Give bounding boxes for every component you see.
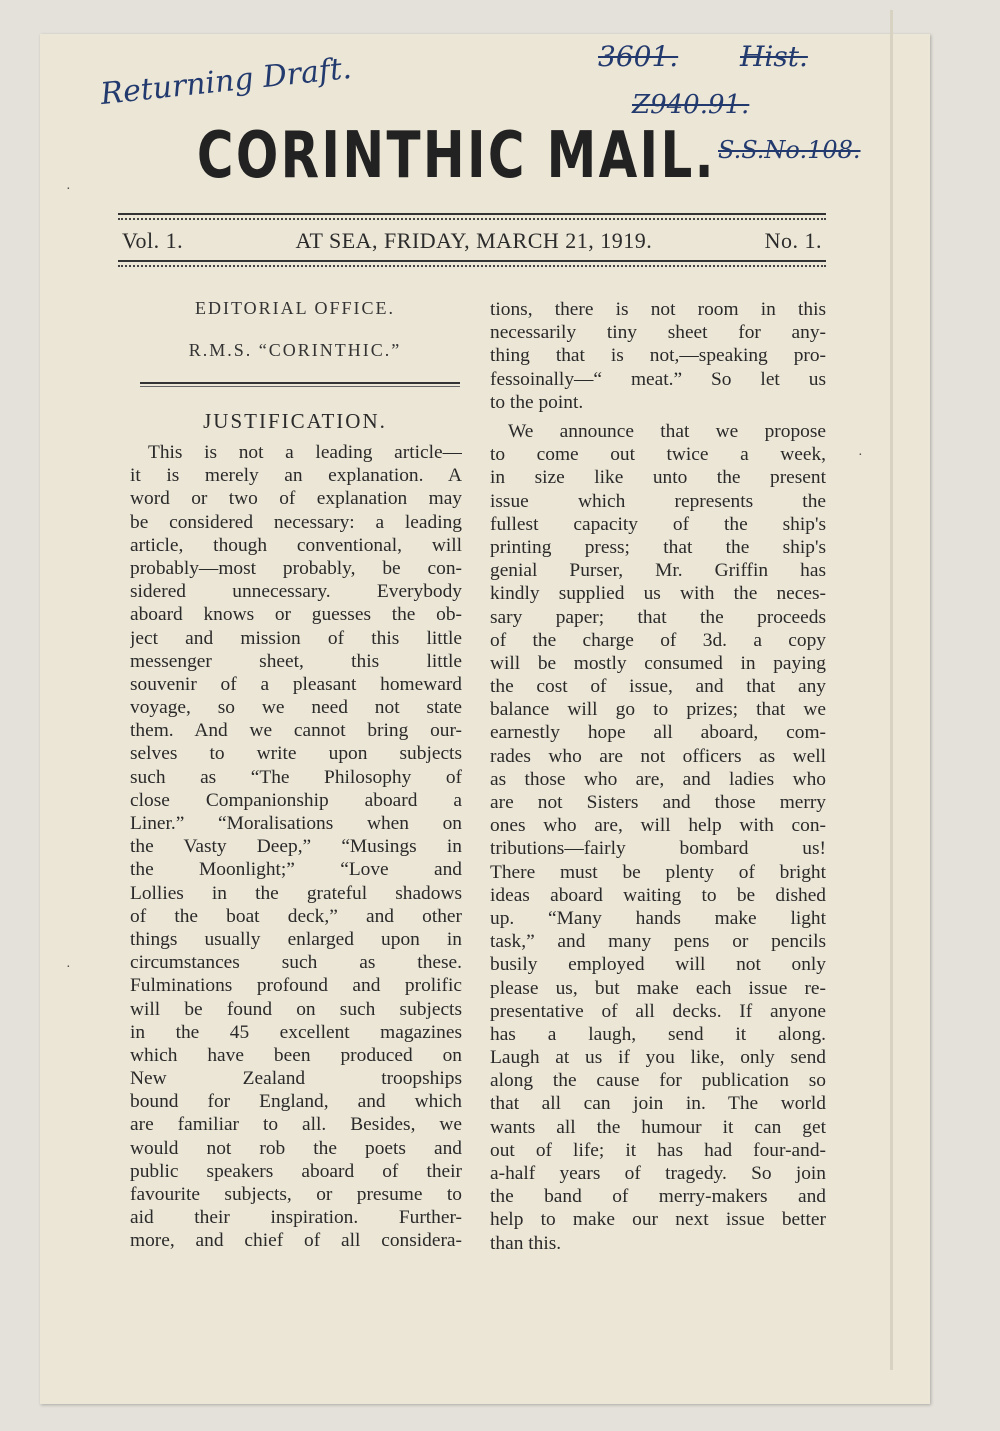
text-line: public speakers aboard of their: [130, 1160, 462, 1182]
text-line: wants all the humour it can get: [490, 1116, 826, 1138]
text-line: in size like unto the present: [490, 467, 826, 489]
text-line: kindly supplied us with the neces-: [490, 583, 826, 605]
text-line: the Vasty Deep,” “Musings in: [130, 836, 462, 858]
text-line: bound for England, and which: [130, 1091, 462, 1113]
text-line: out of life; it has had four-and-: [490, 1139, 826, 1161]
text-line: necessarily tiny sheet for any-: [490, 322, 826, 344]
text-line: more, and chief of all considera-: [130, 1230, 462, 1252]
date-label: AT SEA, FRIDAY, MARCH 21, 1919.: [295, 228, 653, 253]
text-line: There must be plenty of bright: [490, 861, 826, 883]
text-line: thing that is not,—speaking pro-: [490, 345, 826, 367]
masthead-title: CORINTHIC MAIL.: [196, 119, 716, 193]
text-line: that all can join in. The world: [490, 1093, 826, 1115]
text-line: souvenir of a pleasant homeward: [130, 673, 462, 695]
text-line: of the charge of 3d. a copy: [490, 629, 826, 651]
text-line: will be mostly consumed in paying: [490, 652, 826, 674]
text-line: New Zealand troopships: [130, 1068, 462, 1090]
text-line: things usually enlarged upon in: [130, 928, 462, 950]
text-line: the Moonlight;” “Love and: [130, 859, 462, 881]
article-column-2: [490, 420, 826, 1255]
text-line: please us, but make each issue re-: [490, 977, 826, 999]
text-line: messenger sheet, this little: [130, 650, 462, 672]
text-line: selves to write upon subjects: [130, 743, 462, 765]
margin-mark: ·: [858, 448, 863, 463]
text-line: aboard knows or guesses the ob-: [130, 604, 462, 626]
text-line: tributions—fairly bombard us!: [490, 838, 826, 860]
text-line: fullest capacity of the ship's: [490, 513, 826, 535]
text-line: close Companionship aboard a: [130, 789, 462, 811]
text-line: which have been produced on: [130, 1044, 462, 1066]
text-line: Laugh at us if you like, only send: [490, 1047, 826, 1069]
article-column-2-top: [490, 298, 826, 414]
text-line: sary paper; that the proceeds: [490, 606, 826, 628]
text-line: sidered unnecessary. Everybody: [130, 581, 462, 603]
handwritten-reference: Z940.91.: [632, 90, 750, 120]
article-column-1: [130, 441, 462, 1253]
text-line: to the point.: [490, 391, 584, 413]
column-rule: [140, 382, 460, 387]
text-line: help to make our next issue better: [490, 1209, 826, 1231]
text-line: the band of merry-makers and: [490, 1186, 826, 1208]
text-line: This is not a leading article—: [148, 442, 462, 463]
text-line: ideas aboard waiting to be dished: [490, 884, 826, 906]
ship-name-line: R.M.S. “CORINTHIC.”: [188, 340, 402, 360]
text-line: up. “Many hands make light: [490, 907, 826, 929]
issue-number: No. 1.: [764, 228, 822, 253]
text-line: will be found on such subjects: [130, 998, 462, 1020]
text-line: Liner.” “Moralisations when on: [130, 813, 462, 834]
text-line: favourite subjects, or presume to: [130, 1184, 462, 1205]
text-line: are familiar to all. Besides, we: [130, 1114, 462, 1136]
sheet-edge: [890, 10, 893, 1370]
text-line: them. And we cannot bring our-: [130, 720, 462, 742]
masthead-rule-top: [118, 213, 826, 220]
text-line: article, though conventional, will: [130, 534, 462, 556]
text-line: would not rob the poets and: [130, 1137, 462, 1159]
text-line: in the 45 excellent magazines: [130, 1021, 462, 1043]
text-line: a-half years of tragedy. So join: [490, 1163, 826, 1184]
text-line: such as “The Philosophy of: [130, 766, 462, 788]
article-heading: JUSTIFICATION.: [203, 409, 387, 433]
editorial-office-line: EDITORIAL OFFICE.: [195, 298, 395, 318]
text-line: issue which represents the: [490, 490, 826, 512]
text-line: as those who are, and ladies who: [490, 768, 826, 790]
text-line: fessoinally—“ meat.” So let us: [490, 368, 826, 390]
text-line: aid their inspiration. Further-: [130, 1207, 462, 1229]
text-line: tions, there is not room in this: [490, 299, 826, 320]
text-line: Lollies in the grateful shadows: [130, 882, 462, 904]
text-line: earnestly hope all aboard, com-: [490, 722, 826, 744]
text-line: the cost of issue, and that any: [490, 676, 826, 698]
text-line: has a laugh, send it along.: [490, 1023, 826, 1045]
margin-mark: ·: [66, 960, 71, 975]
text-line: presentative of all decks. If anyone: [490, 1000, 826, 1022]
text-line: word or two of explanation may: [130, 488, 462, 510]
text-line: busily employed will not only: [490, 954, 826, 976]
text-line: ject and mission of this little: [130, 627, 462, 649]
text-line: to come out twice a week,: [490, 444, 826, 466]
text-line: than this.: [490, 1232, 562, 1254]
text-line: voyage, so we need not state: [130, 697, 462, 719]
text-line: are not Sisters and those merry: [490, 792, 826, 813]
text-line: balance will go to prizes; that we: [490, 699, 826, 721]
dateline: [122, 228, 822, 254]
text-line: be considered necessary: a leading: [130, 511, 462, 533]
text-line: Fulminations profound and prolific: [130, 975, 462, 997]
volume-label: Vol. 1.: [122, 228, 184, 253]
text-line: rades who are not officers as well: [490, 745, 826, 767]
text-line: circumstances such as these.: [130, 952, 462, 974]
text-line: probably—most probably, be con-: [130, 557, 462, 579]
handwritten-hist: Hist.: [740, 40, 808, 73]
text-line: ones who are, will help with con-: [490, 815, 826, 837]
text-line: it is merely an explanation. A: [130, 465, 462, 487]
masthead-rule-bottom: [118, 260, 826, 267]
text-line: task,” and many pens or pencils: [490, 931, 826, 953]
handwritten-ship-number: S.S.No.108.: [718, 136, 861, 164]
text-line: of the boat deck,” and other: [130, 905, 462, 927]
text-line: printing press; that the ship's: [490, 536, 826, 558]
text-line: genial Purser, Mr. Griffin has: [490, 560, 826, 582]
handwritten-returning-draft: Returning Draft.: [98, 50, 354, 113]
margin-mark: ·: [66, 182, 71, 197]
text-line: We announce that we propose: [508, 421, 826, 442]
text-line: along the cause for publication so: [490, 1070, 826, 1092]
handwritten-number: 3601.: [598, 40, 679, 73]
